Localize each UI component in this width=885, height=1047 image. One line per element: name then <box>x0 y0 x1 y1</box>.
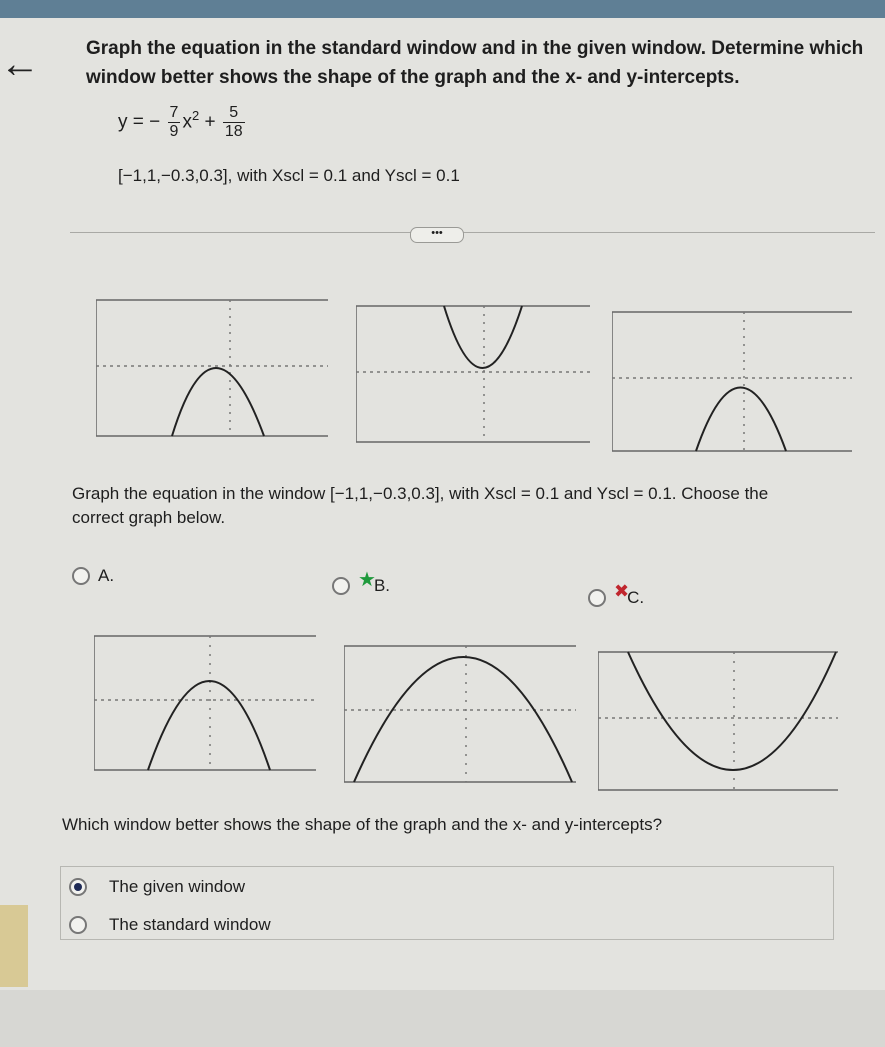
frac1-num: 7 <box>169 104 179 121</box>
graph-standard-window-a <box>96 298 328 440</box>
top-bar <box>0 0 885 18</box>
window-spec: [−1,1,−0.3,0.3], with Xscl = 0.1 and Yscl = 0.1 <box>118 166 460 185</box>
correct-star-icon: ★ <box>358 568 376 591</box>
frac2-den: 18 <box>224 123 243 140</box>
instructions-text: Graph the equation in the standard window and in the given window. Determine which window better shows the shape of the graph and the x- and y-intercepts. <box>86 38 864 88</box>
graph-standard-window-b <box>356 304 590 446</box>
x-variable: x <box>182 111 192 133</box>
question-2: Which window better shows the shape of the graph and the x- and y-intercepts? <box>62 815 663 834</box>
answer-given-window[interactable] <box>69 877 245 897</box>
graph-choice-b[interactable] <box>344 642 576 786</box>
answer-standard-label: The standard window <box>109 915 271 934</box>
part1-instructions: Graph the equation in the window [−1,1,−0.3,0.3], with Xscl = 0.1 and Yscl = 0.1. Choose the correct graph below. <box>72 484 769 527</box>
graph-choice-c[interactable] <box>598 648 838 794</box>
choice-b[interactable] <box>332 568 390 596</box>
side-accent <box>0 905 28 987</box>
equation-lhs: y = − <box>118 111 161 133</box>
choice-a[interactable] <box>72 566 114 586</box>
plus-sign: + <box>204 111 216 133</box>
exponent: 2 <box>191 108 200 124</box>
choice-a-label: A. <box>98 566 115 585</box>
section-divider <box>70 232 875 233</box>
fraction-7-9 <box>168 104 181 141</box>
answer-given-label: The given window <box>109 877 246 896</box>
answer-options <box>60 866 834 940</box>
graph-choice-a[interactable] <box>94 632 316 774</box>
choice-c-label: C. <box>627 588 645 607</box>
choice-a-radio[interactable] <box>72 567 90 585</box>
fraction-5-18 <box>223 104 245 141</box>
choice-c[interactable] <box>588 580 645 608</box>
expand-more-button[interactable]: ••• <box>410 227 464 243</box>
equation <box>118 104 247 141</box>
answer-standard-window[interactable] <box>69 915 271 935</box>
choice-b-radio[interactable] <box>332 577 350 595</box>
bottom-area <box>0 990 885 1047</box>
answer-given-radio[interactable] <box>69 878 87 896</box>
back-arrow-icon[interactable]: ← <box>0 42 40 86</box>
incorrect-x-icon: ✖ <box>614 580 630 601</box>
choice-b-label: B. <box>373 576 390 595</box>
answer-standard-radio[interactable] <box>69 916 87 934</box>
frac2-num: 5 <box>223 104 245 123</box>
graph-standard-window-c <box>612 310 852 455</box>
choice-c-radio[interactable] <box>588 589 606 607</box>
frac1-den: 9 <box>169 123 179 140</box>
